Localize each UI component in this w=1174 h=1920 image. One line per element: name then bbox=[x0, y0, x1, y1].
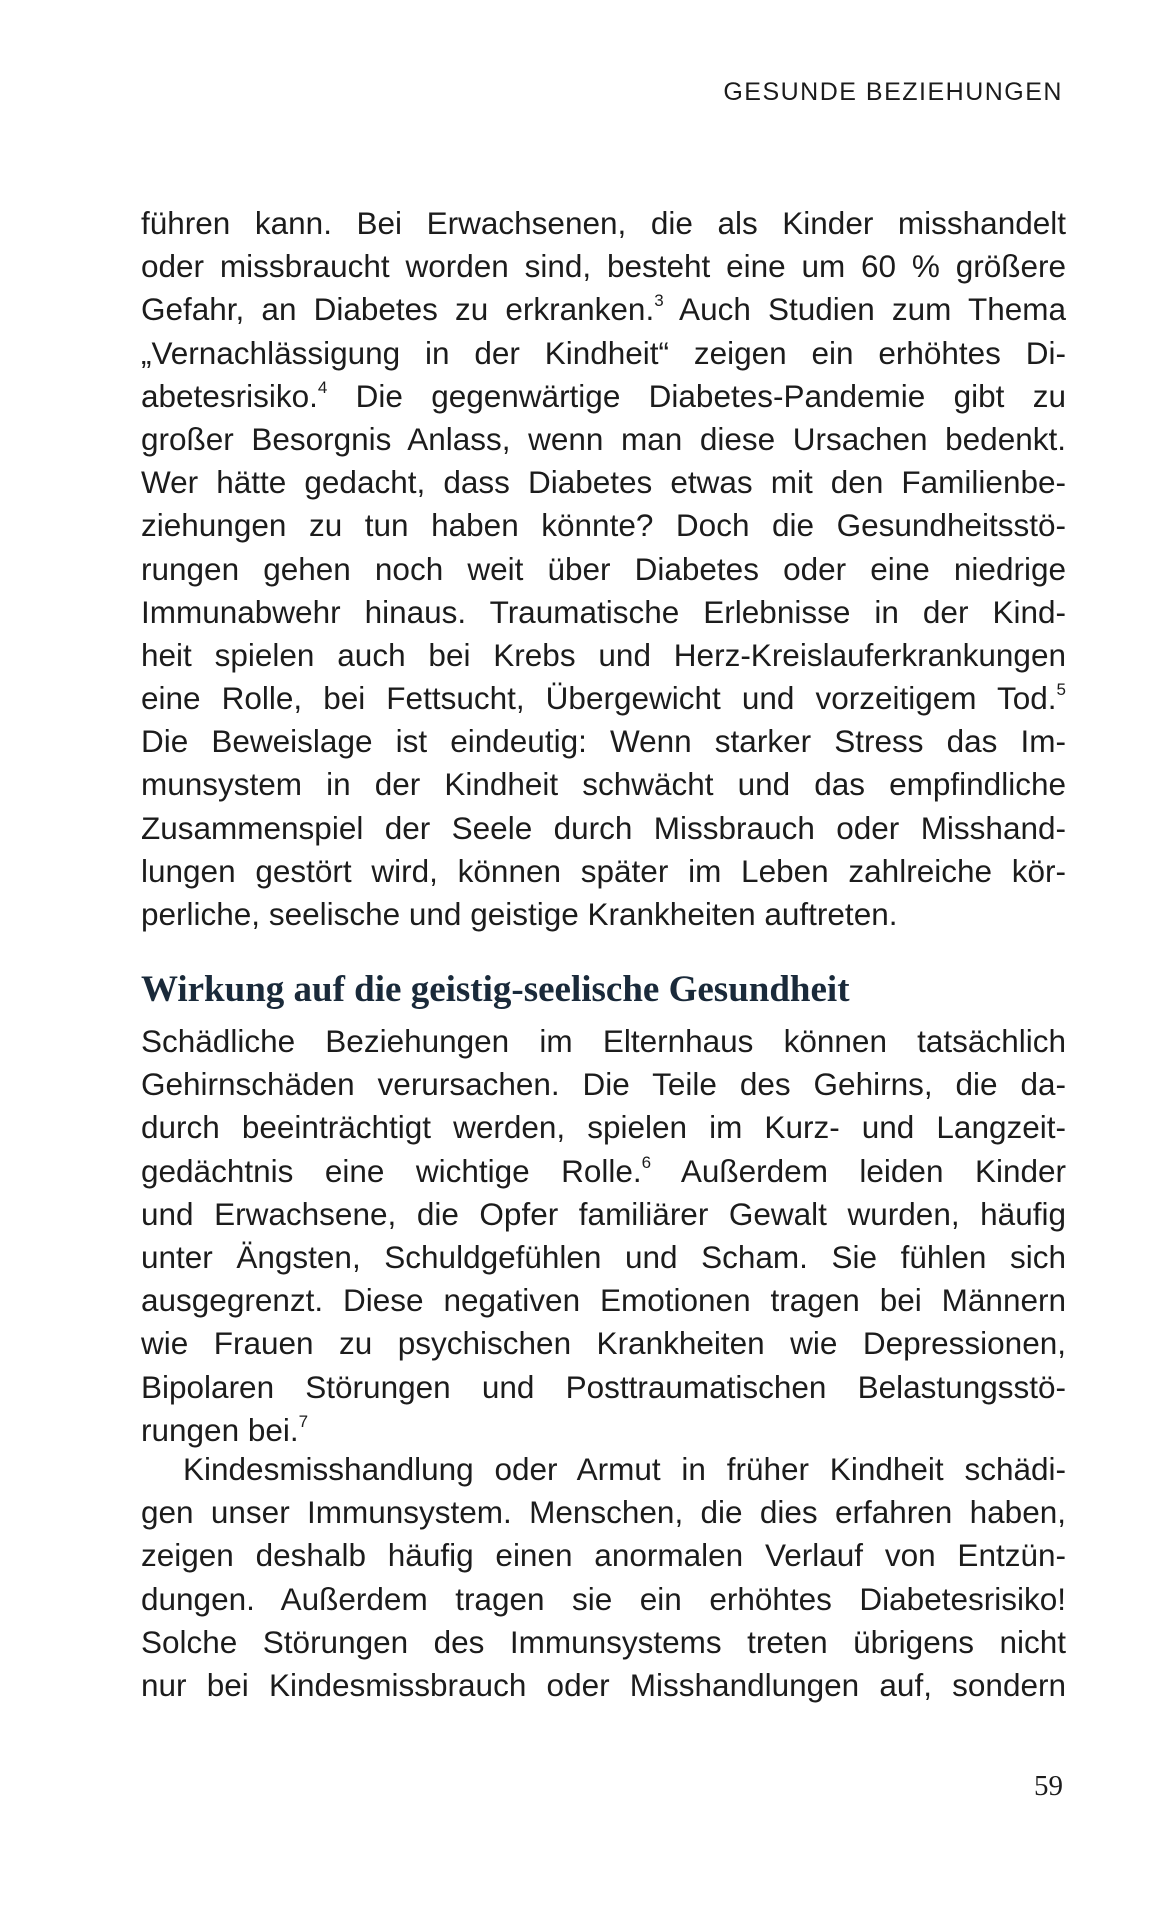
line-text: rungen gehen noch weit über Diabetes oder eine niedrige bbox=[141, 550, 1066, 587]
text-line bbox=[141, 1063, 1066, 1106]
text-line bbox=[141, 548, 1066, 591]
line-text-after: Die gegenwärtige Diabetes-Pandemie gibt zu bbox=[327, 377, 1066, 414]
line-text: heit spielen auch bei Krebs und Herz-Kreislauferkrankungen bbox=[141, 636, 1066, 673]
text-line bbox=[141, 850, 1066, 893]
line-text: rungen bei. bbox=[141, 1411, 299, 1448]
line-text: Zusammenspiel der Seele durch Missbrauch oder Misshand- bbox=[141, 809, 1066, 846]
body-paragraph-1 bbox=[141, 202, 1066, 936]
footnote-marker: 5 bbox=[1056, 680, 1066, 700]
text-line bbox=[141, 1409, 1066, 1452]
line-text: abetesrisiko. bbox=[141, 377, 318, 414]
text-line bbox=[141, 1150, 1066, 1193]
line-text: Solche Störungen des Immunsystems treten übrigens nicht bbox=[141, 1623, 1066, 1660]
line-text: perliche, seelische und geistige Krankheiten auftreten. bbox=[141, 896, 898, 932]
text-line bbox=[141, 677, 1066, 720]
line-text: lungen gestört wird, können später im Leben zahlreiche kör- bbox=[141, 852, 1066, 889]
text-line bbox=[141, 807, 1066, 850]
text-line bbox=[141, 504, 1066, 547]
line-text-after: Außerdem leiden Kinder bbox=[651, 1152, 1066, 1189]
line-text: ziehungen zu tun haben könnte? Doch die Gesundheitsstö- bbox=[141, 507, 1066, 544]
line-text: Die Beweislage ist eindeutig: Wenn starker Stress das Im- bbox=[141, 723, 1066, 760]
line-text: Gehirnschäden verursachen. Die Teile des Gehirns, die da- bbox=[141, 1066, 1066, 1103]
text-line bbox=[141, 245, 1066, 288]
text-line bbox=[141, 375, 1066, 418]
text-line bbox=[141, 1193, 1066, 1236]
text-line bbox=[141, 1366, 1066, 1409]
text-line bbox=[141, 288, 1066, 331]
line-text: Bipolaren Störungen und Posttraumatischen Belastungsstö- bbox=[141, 1368, 1066, 1405]
running-head: GESUNDE BEZIEHUNGEN bbox=[723, 78, 1063, 106]
line-text: Schädliche Beziehungen im Elternhaus können tatsächlich bbox=[141, 1023, 1066, 1059]
footnote-marker: 3 bbox=[654, 291, 664, 311]
text-line bbox=[141, 1236, 1066, 1279]
text-line bbox=[141, 1279, 1066, 1322]
line-text: und Erwachsene, die Opfer familiärer Gewalt wurden, häufig bbox=[141, 1195, 1066, 1232]
text-line bbox=[141, 763, 1066, 806]
page-number: 59 bbox=[1034, 1770, 1063, 1802]
line-text: munsystem in der Kindheit schwächt und das empfindliche bbox=[141, 766, 1066, 803]
line-text: nur bei Kindesmissbrauch oder Misshandlungen auf, sondern bbox=[141, 1666, 1066, 1703]
line-text: Immunabwehr hinaus. Traumatische Erlebnisse in der Kind- bbox=[141, 593, 1066, 630]
text-line bbox=[141, 461, 1066, 504]
line-text: zeigen deshalb häufig einen anormalen Verlauf von Entzün- bbox=[141, 1537, 1066, 1574]
line-text: Wer hätte gedacht, dass Diabetes etwas mit den Familienbe- bbox=[141, 464, 1066, 501]
text-line bbox=[141, 1106, 1066, 1149]
text-line bbox=[141, 1491, 1066, 1534]
text-line bbox=[141, 591, 1066, 634]
text-line bbox=[141, 332, 1066, 375]
line-text: unter Ängsten, Schuldgefühlen und Scham. Sie fühlen sich bbox=[141, 1238, 1066, 1275]
line-text: „Vernachlässigung in der Kindheit“ zeigen ein erhöhtes Di- bbox=[141, 334, 1066, 371]
footnote-marker: 6 bbox=[641, 1152, 652, 1172]
line-text: ausgegrenzt. Diese negativen Emotionen tragen bei Männern bbox=[141, 1282, 1066, 1319]
line-text-after: Auch Studien zum Thema bbox=[663, 291, 1066, 328]
text-line bbox=[141, 1448, 1066, 1491]
footnote-marker: 4 bbox=[317, 377, 328, 397]
line-text: gen unser Immunsystem. Menschen, die dies erfahren haben, bbox=[141, 1494, 1066, 1531]
text-line bbox=[141, 1322, 1066, 1365]
line-text: dungen. Außerdem tragen sie ein erhöhtes Diabetesrisiko! bbox=[141, 1580, 1066, 1617]
line-text: durch beeinträchtigt werden, spielen im Kurz- und Langzeit- bbox=[141, 1109, 1066, 1146]
text-line bbox=[141, 893, 1066, 936]
line-text: Kindesmisshandlung oder Armut in früher Kindheit schädi- bbox=[183, 1451, 1066, 1487]
text-line bbox=[141, 1534, 1066, 1577]
line-text: gedächtnis eine wichtige Rolle. bbox=[141, 1152, 642, 1189]
line-text: großer Besorgnis Anlass, wenn man diese Ursachen bedenkt. bbox=[141, 420, 1066, 457]
text-line bbox=[141, 1578, 1066, 1621]
body-paragraph-3 bbox=[141, 1448, 1066, 1707]
text-line bbox=[141, 1664, 1066, 1707]
section-heading: Wirkung auf die geistig-seelische Gesundheit bbox=[141, 969, 850, 1010]
line-text: Gefahr, an Diabetes zu erkranken. bbox=[141, 291, 655, 328]
footnote-marker: 7 bbox=[298, 1411, 309, 1431]
text-line bbox=[141, 720, 1066, 763]
text-line bbox=[141, 1020, 1066, 1063]
line-text: wie Frauen zu psychischen Krankheiten wie Depressionen, bbox=[141, 1325, 1066, 1362]
line-text: oder missbraucht worden sind, besteht eine um 60 % größere bbox=[141, 248, 1066, 285]
text-line bbox=[141, 1621, 1066, 1664]
text-line bbox=[141, 418, 1066, 461]
body-paragraph-2 bbox=[141, 1020, 1066, 1452]
line-text: führen kann. Bei Erwachsenen, die als Kinder misshandelt bbox=[141, 205, 1066, 241]
text-line bbox=[141, 634, 1066, 677]
text-line bbox=[141, 202, 1066, 245]
line-text: eine Rolle, bei Fettsucht, Übergewicht und vorzeitigem Tod. bbox=[141, 680, 1057, 717]
